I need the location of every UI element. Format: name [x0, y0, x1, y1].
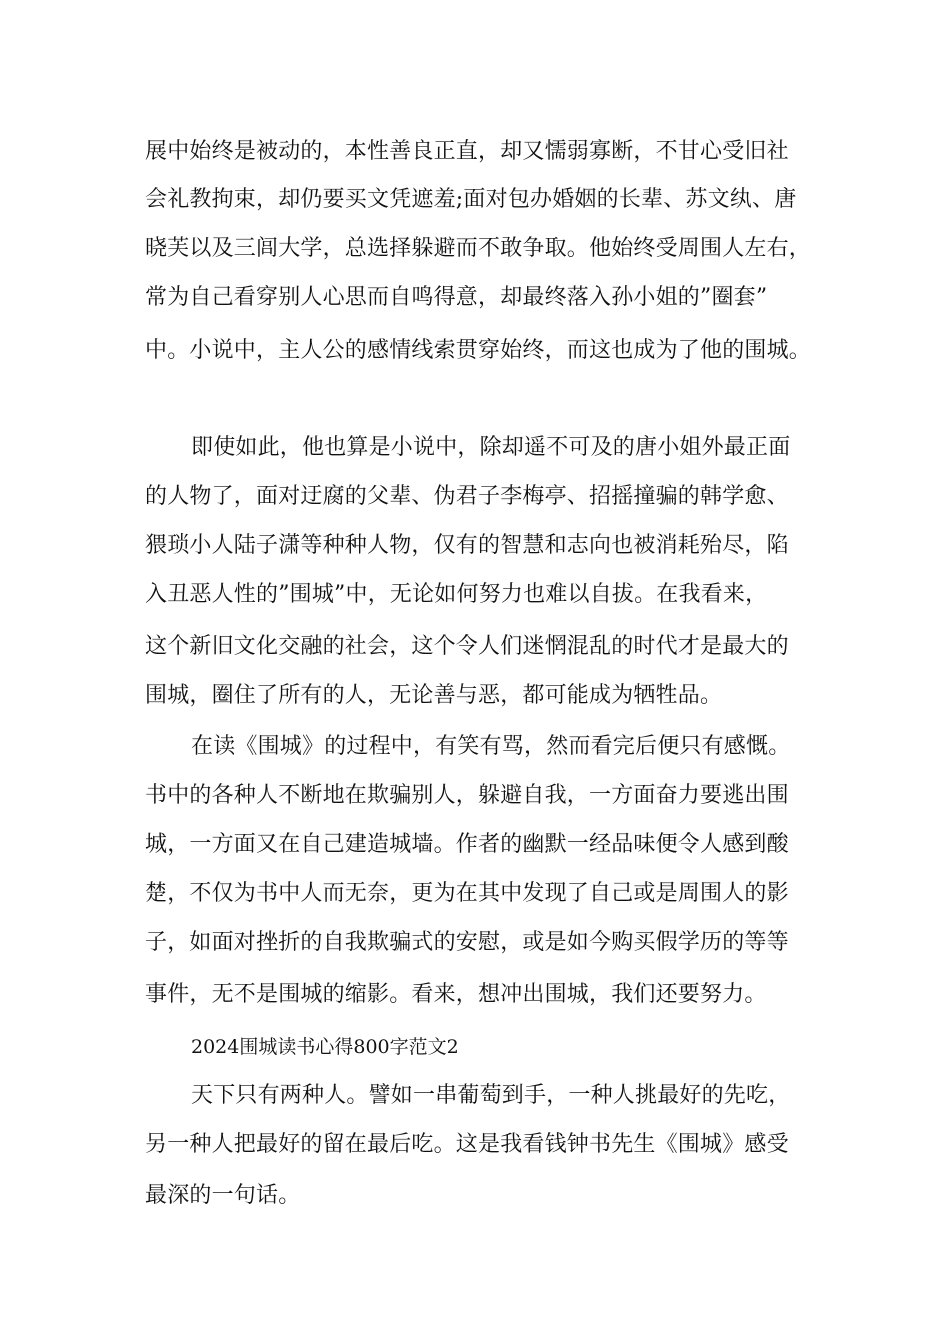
text-line: 的人物了，面对迂腐的父辈、伪君子李梅亭、招摇撞骗的韩学愈、	[145, 484, 789, 509]
text-line: 天下只有两种人。譬如一串葡萄到手，一种人挑最好的先吃，	[191, 1083, 791, 1108]
section-heading: 2024围城读书心得800字范文2	[191, 1036, 459, 1058]
text-line: 展中始终是被动的，本性善良正直，却又懦弱寡断，不甘心受旧社	[145, 139, 789, 164]
text-line: 入丑恶人性的”围城”中，无论如何努力也难以自拔。在我看来，	[145, 582, 768, 607]
text-line: 书中的各种人不断地在欺骗别人，躲避自我，一方面奋力要逃出围	[145, 783, 789, 808]
text-line: 另一种人把最好的留在最后吃。这是我看钱钟书先生《围城》感受	[145, 1132, 789, 1157]
text-line: 即使如此，他也算是小说中，除却遥不可及的唐小姐外最正面	[191, 435, 791, 460]
text-line: 猥琐小人陆子潇等种种人物，仅有的智慧和志向也被消耗殆尽，陷	[145, 533, 789, 558]
text-line: 最深的一句话。	[145, 1183, 301, 1208]
text-line: 子，如面对挫折的自我欺骗式的安慰，或是如今购买假学历的等等	[145, 930, 789, 955]
text-line: 事件，无不是围城的缩影。看来，想冲出围城，我们还要努力。	[145, 982, 767, 1007]
text-line: 围城，圈住了所有的人，无论善与恶，都可能成为牺牲品。	[145, 683, 723, 708]
text-line: 城，一方面又在自己建造城墙。作者的幽默一经品味便令人感到酸	[145, 832, 789, 857]
text-line: 中。小说中，主人公的感情线索贯穿始终，而这也成为了他的围城。	[145, 338, 812, 363]
text-line: 晓芙以及三闾大学，总选择躲避而不敢争取。他始终受周围人左右，	[145, 236, 812, 261]
text-line: 在读《围城》的过程中，有笑有骂，然而看完后便只有感慨。	[191, 734, 791, 759]
text-line: 这个新旧文化交融的社会，这个令人们迷惘混乱的时代才是最大的	[145, 634, 789, 659]
text-line: 会礼教拘束，却仍要买文凭遮羞;面对包办婚姻的长辈、苏文纨、唐	[145, 187, 797, 212]
text-line: 常为自己看穿别人心思而自鸣得意，却最终落入孙小姐的”圈套”	[145, 285, 768, 310]
text-line: 楚，不仅为书中人而无奈，更为在其中发现了自己或是周围人的影	[145, 881, 789, 906]
